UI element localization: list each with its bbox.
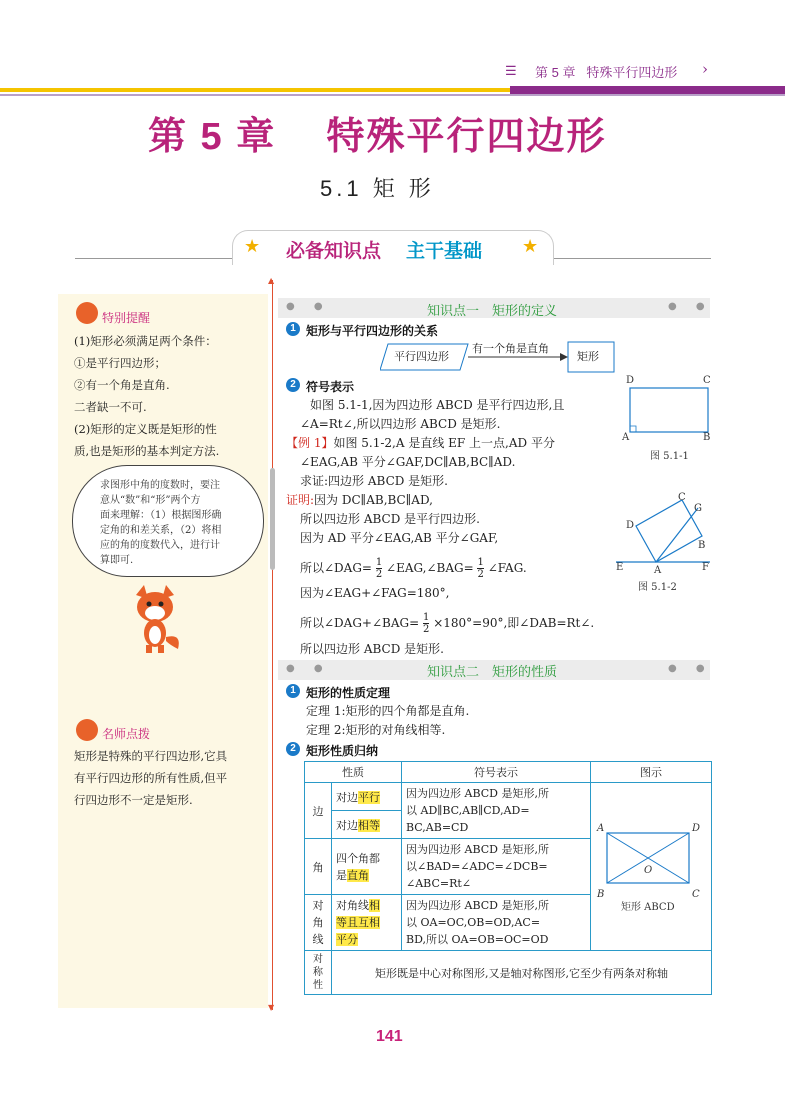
proof-text: ∠FAG. bbox=[487, 561, 527, 575]
fraction-numerator: 1 bbox=[423, 612, 430, 623]
number-badge: 2 bbox=[286, 742, 300, 756]
breadcrumb-chapter-name: 特殊平行四边形 bbox=[586, 65, 678, 80]
fraction-numerator: 1 bbox=[375, 557, 383, 568]
example-line: 求证:四边形 ABCD 是矩形. bbox=[300, 474, 448, 488]
dots-decoration: ● ● bbox=[286, 663, 331, 674]
fraction-numerator: 1 bbox=[477, 557, 484, 568]
example-line bbox=[286, 434, 555, 451]
header-rule-accent bbox=[510, 86, 785, 94]
figure-label: C bbox=[692, 888, 700, 900]
tip-title: 特别提醒 bbox=[102, 311, 151, 325]
figure-caption: 图 5.1-2 bbox=[638, 582, 677, 593]
star-icon: ★ bbox=[522, 236, 539, 257]
fraction bbox=[376, 557, 382, 580]
cell-char: 对 bbox=[313, 954, 323, 965]
figure-label: O bbox=[644, 864, 653, 876]
scroll-track[interactable] bbox=[272, 280, 273, 1010]
dots-decoration: ● ● bbox=[668, 663, 713, 674]
cloud-line: 算即可. bbox=[100, 555, 134, 566]
properties-table bbox=[304, 761, 712, 995]
chevron-right-icon[interactable]: › bbox=[702, 60, 708, 78]
star-icon: ★ bbox=[244, 236, 261, 257]
cell-line: 以 AD∥BC,AB∥CD,AD= bbox=[406, 804, 530, 817]
figure-label: C bbox=[678, 492, 686, 503]
highlight-text: 平行 bbox=[358, 790, 380, 804]
table-cell bbox=[402, 839, 591, 895]
highlight-text: 相等 bbox=[358, 818, 380, 832]
cell-text: 是 bbox=[336, 868, 347, 882]
tip-line: ①是平行四边形； bbox=[74, 356, 166, 370]
chapter-name: 特殊平行四边形 bbox=[326, 116, 607, 158]
tip-line: (2)矩形的定义既是矩形的性 bbox=[74, 422, 217, 436]
fraction-denominator: 2 bbox=[423, 624, 430, 635]
proof-line bbox=[300, 612, 594, 635]
banner-tab bbox=[232, 230, 554, 265]
table-cell bbox=[332, 895, 402, 951]
subheading: 矩形性质归纳 bbox=[306, 744, 379, 758]
banner-title-secondary: 主干基础 bbox=[406, 241, 483, 262]
fraction bbox=[423, 612, 429, 635]
table-cell bbox=[305, 951, 332, 995]
highlight-text: 等且互相 bbox=[336, 916, 380, 929]
table-header: 图示 bbox=[591, 762, 712, 783]
table-row bbox=[305, 783, 712, 811]
proof-text: ∠EAG,∠BAG= bbox=[386, 561, 474, 575]
page-number: 141 bbox=[376, 1028, 403, 1045]
table-cell bbox=[332, 783, 402, 811]
cloud-line: 求图形中角的度数时，要注 bbox=[100, 480, 220, 491]
table-header-row bbox=[305, 762, 712, 783]
example-tag: 【例 1】 bbox=[286, 436, 334, 450]
tip-line: 有平行四边形的所有性质,但平 bbox=[74, 771, 228, 785]
cell-line: 因为四边形 ABCD 是矩形,所 bbox=[406, 787, 549, 800]
tip-line: ②有一个角是直角. bbox=[74, 378, 170, 392]
number-badge: 1 bbox=[286, 684, 300, 698]
dots-decoration: ● ● bbox=[286, 301, 331, 312]
chapter-number: 第 5 章 bbox=[148, 116, 277, 158]
cloud-line: 面来理解：（1）根据图形确 bbox=[100, 510, 222, 521]
number-badge: 1 bbox=[286, 322, 300, 336]
flow-arrow-label: 有一个角是直角 bbox=[472, 342, 549, 355]
cell-line: 因为四边形 ABCD 是矩形,所 bbox=[406, 899, 549, 912]
flow-right-label: 矩形 bbox=[577, 350, 599, 363]
figure-label: A bbox=[622, 432, 630, 443]
flow-left-label: 平行四边形 bbox=[394, 350, 449, 363]
table-cell bbox=[305, 895, 332, 951]
list-icon[interactable]: ☰ bbox=[505, 64, 517, 79]
dots-decoration: ● ● bbox=[668, 301, 713, 312]
proof-line: 因为 AD 平分∠EAG,AB 平分∠GAF, bbox=[300, 531, 499, 545]
figure-label: A bbox=[654, 565, 662, 576]
chapter-title bbox=[148, 105, 607, 160]
table-cell: 矩形既是中心对称图形,又是轴对称图形,它至少有两条对称轴 bbox=[332, 951, 712, 995]
symbol-line: 如图 5.1-1,因为四边形 ABCD 是平行四边形,且 bbox=[310, 398, 565, 412]
cell-char: 对 bbox=[312, 899, 324, 912]
figure-caption: 矩形 ABCD bbox=[621, 901, 675, 913]
section-title: 5.1 矩 形 bbox=[320, 176, 435, 201]
highlight-text: 相 bbox=[369, 899, 380, 912]
cell-char: 性 bbox=[313, 980, 323, 991]
cell-char: 称 bbox=[313, 967, 323, 978]
number-badge: 2 bbox=[286, 378, 300, 392]
tip-line: 矩形是特殊的平行四边形,它具 bbox=[74, 749, 228, 763]
figure-label: G bbox=[694, 503, 702, 514]
breadcrumb-chapter: 第 5 章 bbox=[535, 65, 576, 80]
cloud-text bbox=[100, 478, 250, 568]
fox-mascot-icon bbox=[126, 585, 184, 655]
table-cell bbox=[332, 839, 402, 895]
subheading: 符号表示 bbox=[306, 380, 355, 394]
theorem-line: 定理 1:矩形的四个角都是直角. bbox=[306, 704, 470, 718]
figure-caption: 图 5.1-1 bbox=[650, 451, 689, 462]
proof-line: 因为∠EAG+∠FAG=180°, bbox=[300, 586, 450, 600]
theorem-line: 定理 2:矩形的对角线相等. bbox=[306, 723, 446, 737]
cell-text: 对角线 bbox=[336, 899, 369, 912]
figure-rectangle-diagonals bbox=[595, 821, 707, 913]
table-header: 符号表示 bbox=[402, 762, 591, 783]
tip-body bbox=[74, 745, 264, 811]
table-cell bbox=[402, 783, 591, 839]
figure-label: D bbox=[626, 375, 635, 386]
proof-text: 所以∠DAG= bbox=[300, 561, 372, 575]
scrollbar-thumb[interactable] bbox=[270, 468, 275, 570]
highlight-text: 平分 bbox=[336, 933, 358, 946]
cell-line: BD,所以 OA=OB=OC=OD bbox=[406, 933, 549, 946]
figure-label: B bbox=[698, 540, 706, 551]
tip-title: 名师点拨 bbox=[102, 727, 151, 741]
figure-label: D bbox=[692, 822, 701, 834]
table-figure-cell bbox=[591, 783, 712, 951]
tip-body bbox=[74, 330, 264, 462]
cell-char: 线 bbox=[312, 933, 324, 946]
proof-line bbox=[286, 491, 433, 508]
highlight-text: 直角 bbox=[347, 868, 369, 882]
symbol-line: ∠A=Rt∠,所以四边形 ABCD 是矩形. bbox=[300, 417, 501, 431]
cloud-line: 应的角的度数代入，进行计 bbox=[100, 540, 220, 551]
figure-label: B bbox=[703, 432, 711, 443]
table-cell: 边 bbox=[305, 783, 332, 839]
cell-line: BC,AB=CD bbox=[406, 821, 469, 834]
scroll-up-icon[interactable]: ▲ bbox=[268, 276, 275, 285]
proof-tag: 证明: bbox=[286, 493, 315, 507]
proof-line: 所以四边形 ABCD 是平行四边形. bbox=[300, 512, 480, 526]
proof-line bbox=[300, 557, 527, 580]
breadcrumb bbox=[535, 62, 677, 81]
cloud-line: 定角的和差关系，（2）将相 bbox=[100, 525, 222, 536]
figure-label: C bbox=[703, 375, 711, 386]
table-cell: 角 bbox=[305, 839, 332, 895]
fox-mascot-icon bbox=[76, 302, 98, 324]
cell-line: 以 OA=OC,OB=OD,AC= bbox=[406, 916, 541, 929]
banner-title-primary: 必备知识点 bbox=[286, 241, 382, 262]
figure-label: A bbox=[597, 822, 605, 834]
table-cell bbox=[402, 895, 591, 951]
cell-text: 对边 bbox=[336, 818, 358, 832]
figure-label: F bbox=[702, 562, 709, 573]
cell-line: 因为四边形 ABCD 是矩形,所 bbox=[406, 843, 549, 856]
figure-label: E bbox=[616, 562, 624, 573]
cell-line: ∠ABC=Rt∠ bbox=[406, 877, 472, 890]
cell-char: 角 bbox=[312, 916, 324, 929]
cloud-line: 意从“数”和“形”两个方 bbox=[100, 495, 201, 506]
figure-label: B bbox=[597, 888, 605, 900]
cell-text: 四个角都 bbox=[336, 851, 380, 865]
example-text: 如图 5.1-2,A 是直线 EF 上一点,AD 平分 bbox=[333, 436, 555, 450]
table-cell bbox=[332, 811, 402, 839]
knowledge-point-title: 知识点二 矩形的性质 bbox=[427, 664, 558, 679]
tip-line: (1)矩形必须满足两个条件： bbox=[74, 334, 217, 348]
fraction bbox=[477, 557, 483, 580]
table-header: 性质 bbox=[305, 762, 402, 783]
fraction-denominator: 2 bbox=[375, 569, 383, 580]
subheading: 矩形的性质定理 bbox=[306, 686, 391, 700]
cell-line: 以∠BAD=∠ADC=∠DCB= bbox=[406, 860, 548, 873]
proof-text: ×180°=90°,即∠DAB=Rt∠. bbox=[433, 616, 595, 630]
fox-mascot-icon bbox=[76, 719, 98, 741]
fraction-denominator: 2 bbox=[477, 569, 484, 580]
tip-line: 二者缺一不可. bbox=[74, 400, 147, 414]
figure-label: D bbox=[626, 520, 635, 531]
knowledge-point-title: 知识点一 矩形的定义 bbox=[427, 303, 558, 318]
scroll-down-icon[interactable]: ▼ bbox=[268, 1003, 275, 1012]
example-line: ∠EAG,AB 平分∠GAF,DC∥AB,BC∥AD. bbox=[300, 455, 516, 469]
proof-line: 所以四边形 ABCD 是矩形. bbox=[300, 642, 444, 656]
tip-line: 行四边形不一定是矩形. bbox=[74, 793, 193, 807]
cell-text: 对边 bbox=[336, 790, 358, 804]
proof-text: 所以∠DAG+∠BAG= bbox=[300, 616, 420, 630]
table-row bbox=[305, 951, 712, 995]
tip-line: 质,也是矩形的基本判定方法. bbox=[74, 444, 220, 458]
proof-text: 因为 DC∥AB,BC∥AD, bbox=[314, 493, 433, 507]
header-rule-thin bbox=[0, 94, 785, 96]
figure-rectangle bbox=[626, 386, 712, 434]
subheading: 矩形与平行四边形的关系 bbox=[306, 324, 439, 338]
